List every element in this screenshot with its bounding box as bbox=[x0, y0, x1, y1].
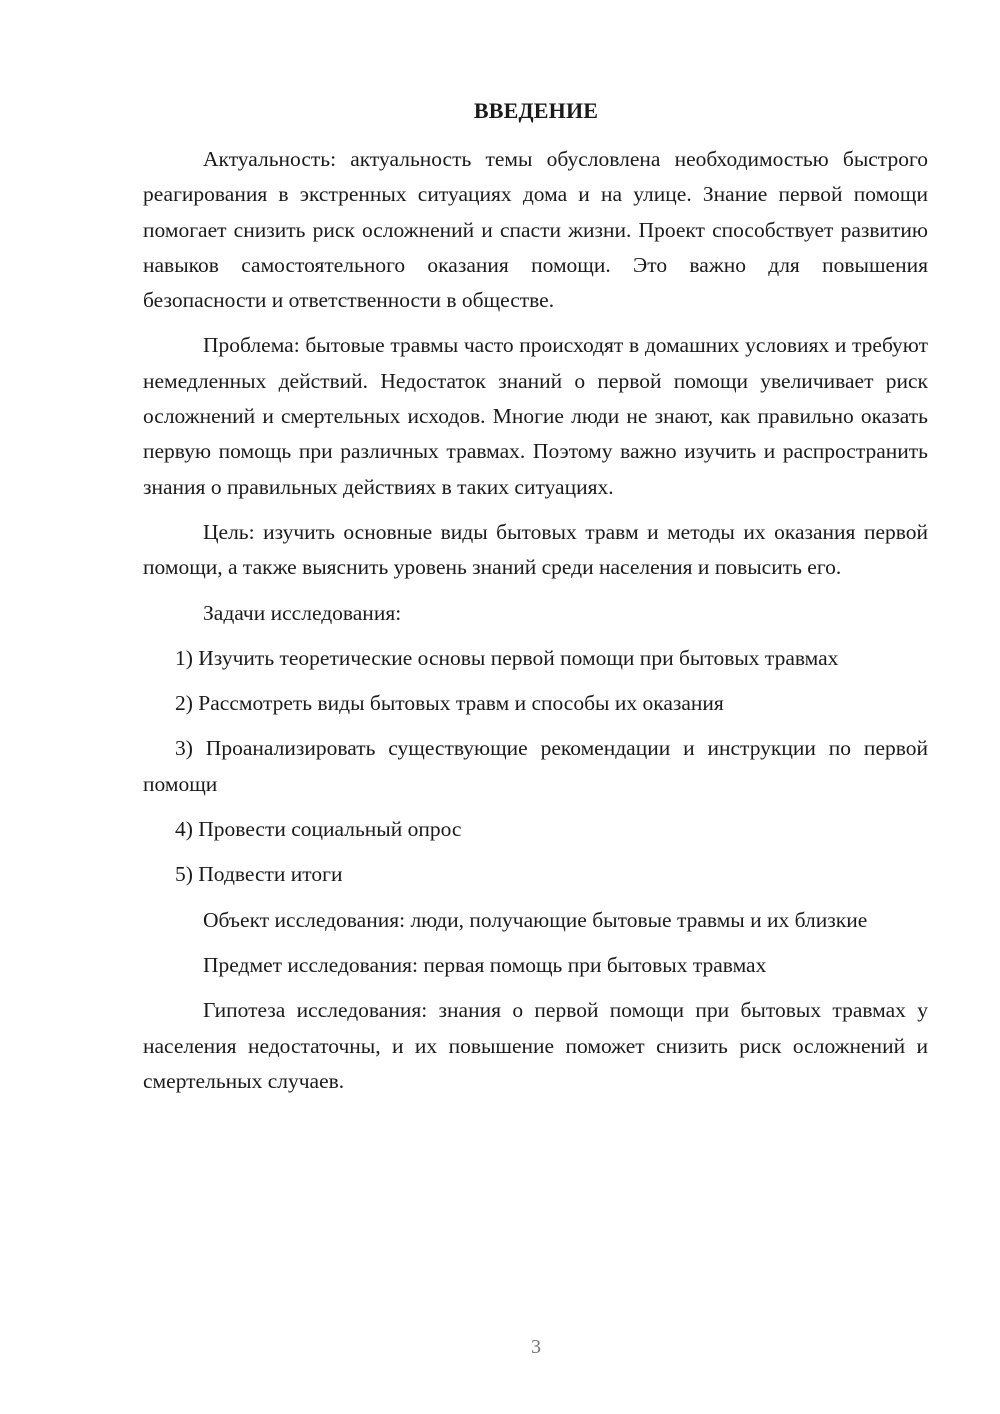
paragraph-problem: Проблема: бытовые травмы часто происходят в домашних условиях и требуют немедленных действий. Недостаток знаний о первой помощи увеличивает риск осложнений и смертельных исходов. Многие люди не знают, как правильно оказать первую помощь при различных травмах. Поэтому важно изучить и распространить знания о правильных действиях в таких ситуациях. bbox=[143, 333, 928, 499]
task-item-2: 2) Рассмотреть виды бытовых травм и способы их оказания bbox=[175, 691, 724, 716]
paragraph-subject: Предмет исследования: первая помощь при бытовых травмах bbox=[203, 952, 767, 977]
task-item-1: 1) Изучить теоретические основы первой помощи при бытовых травмах bbox=[175, 645, 839, 670]
paragraph-relevance: Актуальность: актуальность темы обусловлена необходимостью быстрого реагирования в экстренных ситуациях дома и на улице. Знание первой помощи помогает снизить риск осложнений и спасти жизни. Проект способствует развитию навыков самостоятельного оказания помощи. Это важно для повышения безопасности и ответственности в обществе. bbox=[143, 147, 928, 313]
paragraph-hypothesis: Гипотеза исследования: знания о первой помощи при бытовых травмах у населения недостаточны, и их повышение поможет снизить риск осложнений и смертельных случаев. bbox=[143, 998, 928, 1093]
paragraph-tasks-heading: Задачи исследования: bbox=[203, 600, 402, 625]
document-body bbox=[143, 142, 928, 1099]
page-number: 3 bbox=[531, 1336, 541, 1358]
task-item-5: 5) Подвести итоги bbox=[175, 862, 343, 887]
paragraph-goal: Цель: изучить основные виды бытовых травм и методы их оказания первой помощи, а также выяснить уровень знаний среди населения и повысить его. bbox=[143, 519, 928, 580]
task-item-3: 3) Проанализировать существующие рекомендации и инструкции по первой помощи bbox=[143, 736, 928, 796]
task-item-4: 4) Провести социальный опрос bbox=[175, 817, 462, 842]
section-title: ВВЕДЕНИЕ bbox=[473, 98, 599, 123]
paragraph-object: Объект исследования: люди, получающие бытовые травмы и их близкие bbox=[203, 907, 868, 932]
